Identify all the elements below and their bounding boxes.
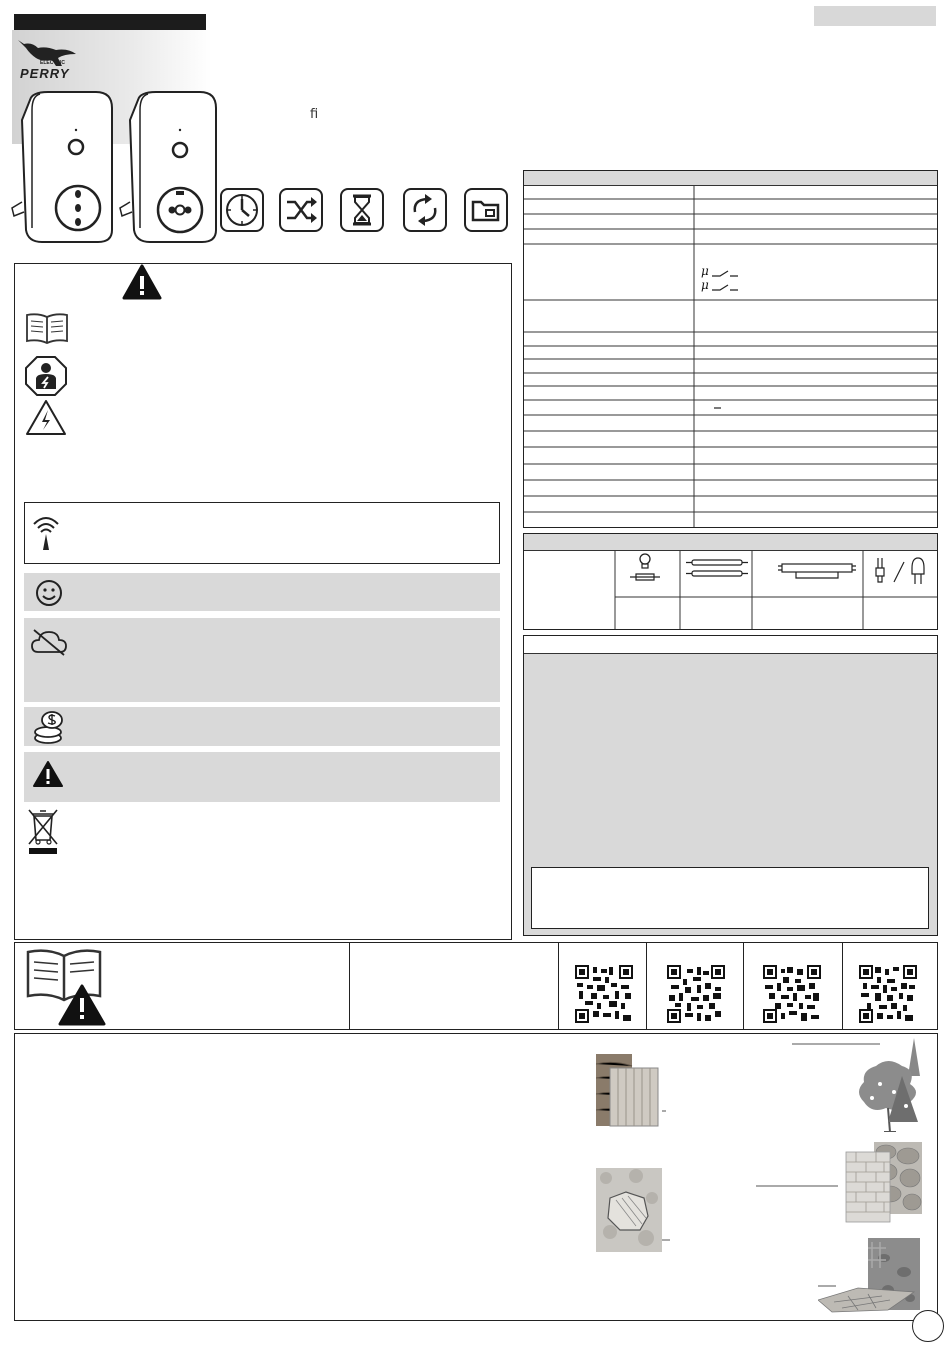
warning-small-icon: [32, 760, 64, 788]
header-title-bar: [14, 14, 206, 30]
wireless-notice-box: [24, 502, 500, 564]
electrician-icon: [24, 355, 68, 397]
fluorescent-tube-icon: [776, 558, 858, 582]
brand-small: ELECTRIC: [40, 60, 65, 66]
strip-divider-1: [349, 942, 350, 1030]
qr-code-3[interactable]: [763, 965, 821, 1023]
strip-divider-3: [646, 942, 647, 1030]
qr-code-2[interactable]: [667, 965, 725, 1023]
repeat-icon: [403, 188, 447, 232]
warning-icon: [122, 264, 162, 300]
cloud-off-icon: [30, 628, 68, 656]
mu-symbol-2: μ: [701, 278, 709, 292]
brick-stone-wall-image: [756, 1142, 924, 1224]
mu-symbol-1: μ: [701, 264, 709, 278]
folder-icon: [464, 188, 508, 232]
clock-icon: [220, 188, 264, 232]
spec-table-grid: [524, 186, 937, 527]
page-number-circle: [912, 1310, 944, 1342]
strip-divider-5: [842, 942, 843, 1030]
description-note-box: [531, 867, 929, 929]
notice-panel-smiley: [24, 573, 500, 611]
notice-panel-cost: [24, 707, 500, 746]
incandescent-bulb-icon: [620, 552, 670, 586]
manual-book-icon: [24, 311, 70, 347]
lamp-table-header: [524, 534, 937, 551]
weee-bin-icon: [26, 806, 60, 854]
stone-wall-image: [596, 1168, 672, 1254]
high-voltage-icon: [24, 398, 68, 438]
read-manual-warning-icon: [24, 946, 108, 1026]
header-code-bar: [814, 6, 936, 26]
spec-table: [523, 170, 938, 528]
smart-plug-italian-image: [8, 90, 118, 250]
qr-code-4[interactable]: [859, 965, 917, 1023]
coins-icon: [30, 708, 68, 746]
qr-code-1[interactable]: [575, 965, 633, 1023]
strip-divider-4: [743, 942, 744, 1030]
notice-panel-cloud: [24, 618, 500, 702]
notice-panel-warning: [24, 752, 500, 802]
shuffle-icon: [279, 188, 323, 232]
smart-plug-schuko-image: [116, 90, 226, 250]
cfl-led-icon: [872, 554, 928, 586]
halogen-tube-icon: [684, 556, 750, 582]
description-header: [524, 636, 937, 654]
smiley-icon: [34, 578, 64, 608]
hourglass-icon: [340, 188, 384, 232]
wood-panel-image: [596, 1054, 666, 1130]
strip-divider-2: [558, 942, 559, 1030]
stray-glyph: fi: [310, 107, 319, 122]
brand-name: PERRY: [20, 66, 70, 81]
concrete-rebar-image: [818, 1238, 924, 1314]
spec-table-header: [524, 171, 937, 186]
wifi-antenna-icon: [30, 512, 62, 552]
trees-image: [792, 1036, 926, 1132]
